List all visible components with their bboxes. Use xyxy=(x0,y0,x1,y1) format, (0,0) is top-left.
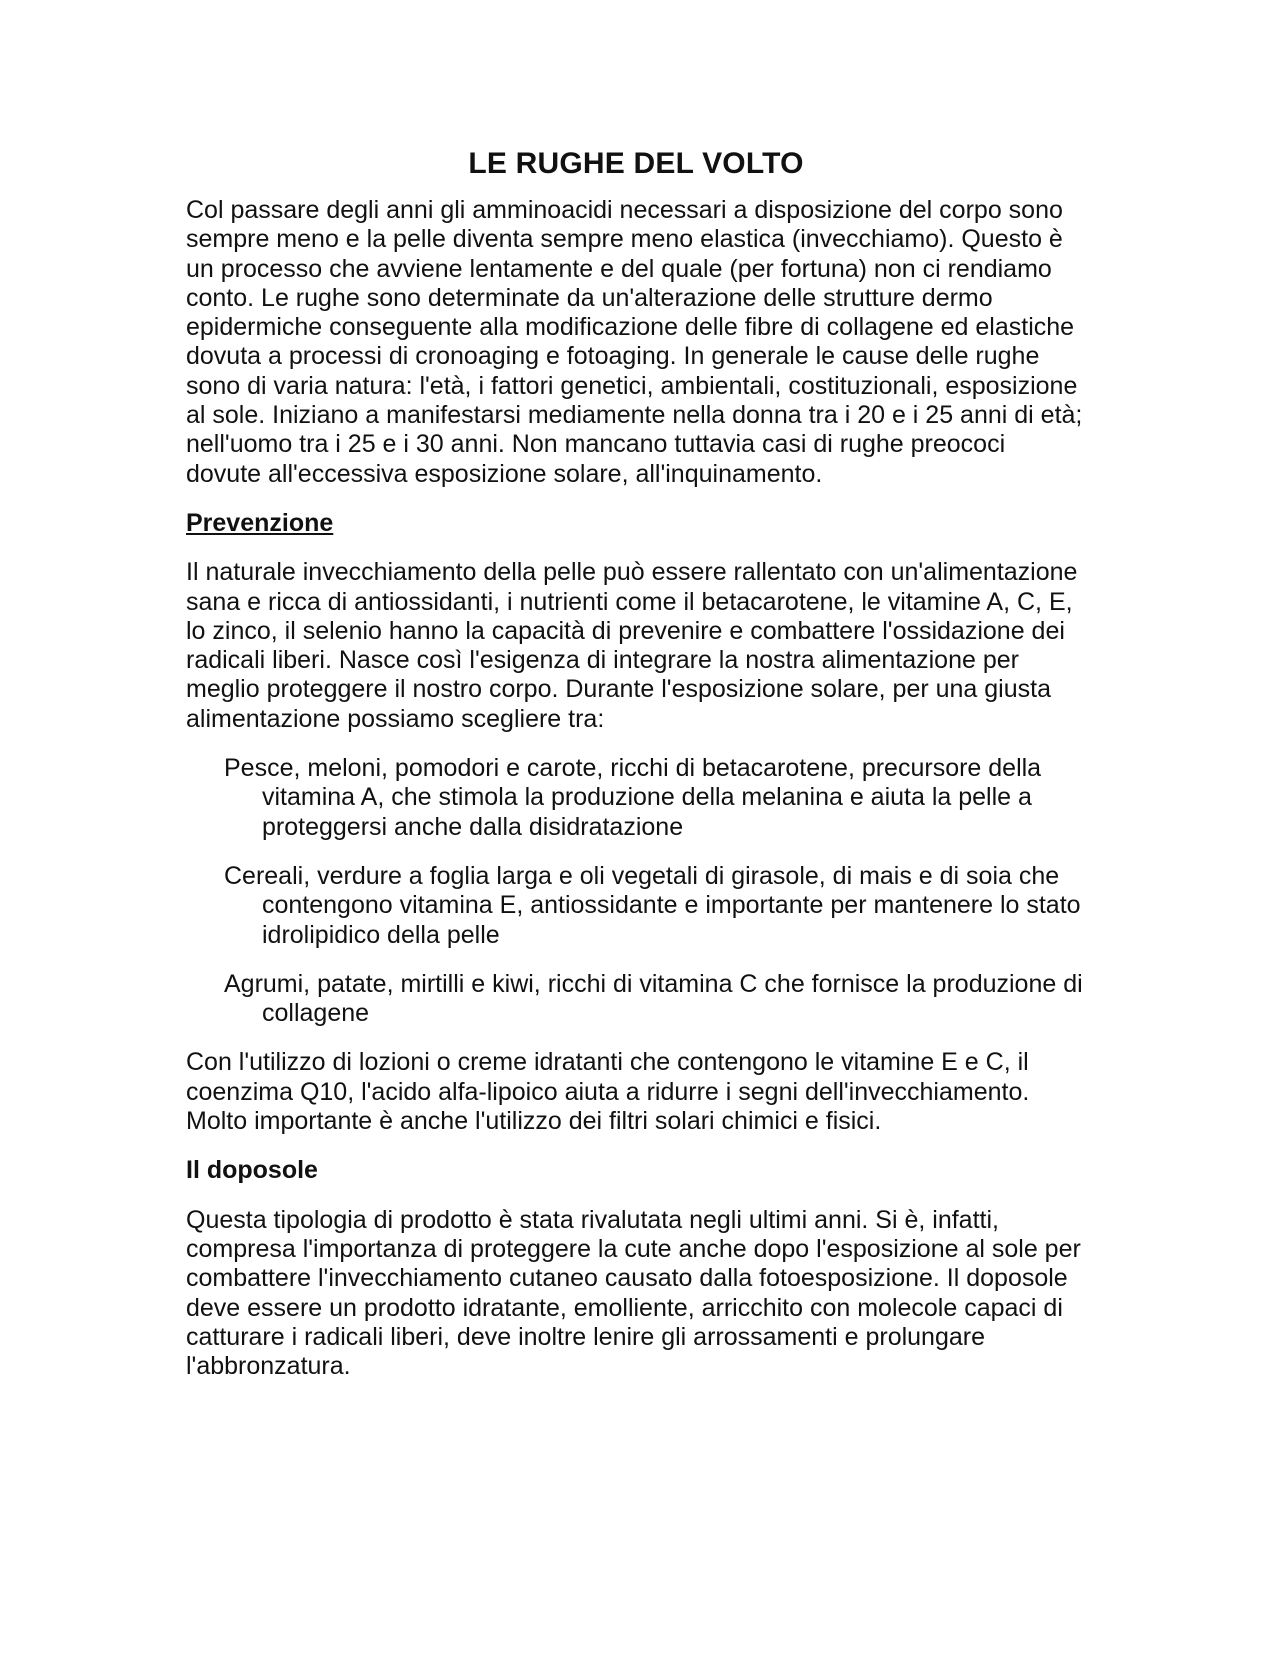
aftersun-heading: Il doposole xyxy=(186,1156,318,1185)
list-item: Agrumi, patate, mirtilli e kiwi, ricchi di vitamina C che fornisce la produzione di collagene xyxy=(224,969,1083,1028)
prevention-heading: Prevenzione xyxy=(186,508,334,537)
list-item: Pesce, meloni, pomodori e carote, ricchi di betacarotene, precursore della vitamina A, che stimola la produzione della melanina e aiuta la pelle a proteggersi anche dalla disidratazione xyxy=(224,754,1042,841)
prevention-closing-paragraph: Con l'utilizzo di lozioni o creme idratanti che contengono le vitamine E e C, il coenzima Q10, l'acido alfa-lipoico aiuta a ridurre i segni dell'invecchiamento. Molto importante è anche l'utilizzo dei filtri solari chimici e fisici. xyxy=(186,1048,1030,1136)
list-item: Cereali, verdure a foglia larga e oli vegetali di girasole, di mais e di soia che contengono vitamina E, antiossidante e importante per mantenere lo stato idrolipidico della pelle xyxy=(224,861,1081,949)
aftersun-paragraph: Questa tipologia di prodotto è stata rivalutata negli ultimi anni. Si è, infatti, compresa l'importanza di proteggere la cute anche dopo l'esposizione al sole per combattere l'invecchiamento cutaneo causato dalla fotoesposizione. Il doposole deve essere un prodotto idratante, emolliente, arricchito con molecole capaci di catturare i radicali liberi, deve inoltre lenire gli arrossamenti e prolungare l'abbronzatura. xyxy=(186,1205,1081,1381)
prevention-paragraph: Il naturale invecchiamento della pelle può essere rallentato con un'alimentazione sana e ricca di antiossidanti, i nutrienti come il betacarotene, le vitamine A, C, E, lo zinco, il selenio hanno la capacità di prevenire e combattere l'ossidazione dei radicali liberi. Nasce così l'esigenza di integrare la nostra alimentazione per meglio proteggere il nostro corpo. Durante l'esposizione solare, per una giusta alimentazione possiamo scegliere tra: xyxy=(186,558,1078,733)
document-title: LE RUGHE DEL VOLTO xyxy=(468,147,804,180)
intro-paragraph: Col passare degli anni gli amminoacidi necessari a disposizione del corpo sono sempre meno e la pelle diventa sempre meno elastica (invecchiamo). Questo è un processo che avviene lentamente e del quale (per fortuna) non ci rendiamo conto. Le rughe sono determinate da un'alterazione delle strutture dermo epidermiche conseguente alla modificazione delle fibre di collagene ed elastiche dovuta a processi di cronoaging e fotoaging. In generale le cause delle rughe sono di varia natura: l'età, i fattori genetici, ambientali, costituzionali, esposizione al sole. Iniziano a manifestarsi mediamente nella donna tra i 20 e i 25 anni di età; nell'uomo tra i 25 e i 30 anni. Non mancano tuttavia casi di rughe preococi dovute all'eccessiva esposizione solare, all'inquinamento. xyxy=(186,196,1083,488)
document-page xyxy=(186,146,1086,1401)
food-list xyxy=(186,754,1086,1028)
